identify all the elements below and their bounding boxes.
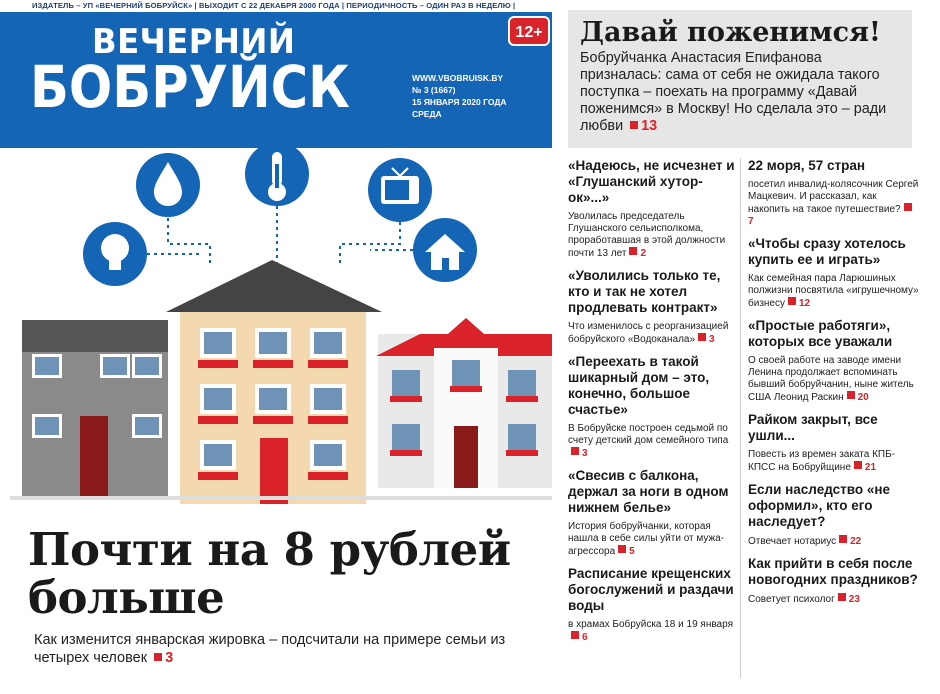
- teaser-page-ref[interactable]: 6: [582, 632, 588, 643]
- teaser-title: «Чтобы сразу хотелось купить ее и играть»: [748, 236, 906, 267]
- teaser-item[interactable]: [568, 158, 736, 260]
- teaser-page-ref[interactable]: 7: [748, 216, 754, 227]
- gray-house: [22, 320, 168, 496]
- teaser-text: посетил инвалид-колясочник Сергей Мацкевич. И рассказал, как накопить на такое путешествие?7: [748, 179, 919, 227]
- age-rating-badge: 12+: [508, 16, 550, 46]
- teaser-column-left: [568, 158, 736, 652]
- page-marker-icon: [847, 391, 855, 399]
- lead-page-ref[interactable]: 13: [641, 118, 658, 134]
- page-marker-icon: [788, 297, 796, 305]
- page-marker-icon: [698, 333, 706, 341]
- issue-number: № 3 (1667): [412, 85, 456, 95]
- page-marker-icon: [854, 461, 862, 469]
- teaser-item[interactable]: [748, 318, 920, 404]
- teaser-page-ref[interactable]: 22: [850, 536, 862, 547]
- tall-house: [166, 260, 382, 504]
- teaser-title: «Надеюсь, не исчезнет и «Глушанский хутор-ок»...»: [568, 158, 735, 205]
- teaser-title: «Уволились только те, кто и так не хотел продлевать контракт»: [568, 268, 721, 315]
- masthead: [0, 12, 552, 148]
- teaser-title: «Переехать в такой шикарный дом – это, конечно, большое счастье»: [568, 354, 710, 417]
- page-marker-icon: [571, 447, 579, 455]
- teaser-column-right: [748, 158, 920, 614]
- teaser-page-ref[interactable]: 2: [640, 248, 647, 259]
- main-headline[interactable]: Почти на 8 рублей больше: [28, 523, 511, 624]
- issue-info: [412, 72, 507, 120]
- page-marker-icon: [838, 593, 846, 601]
- lead-story-text: [580, 50, 900, 135]
- teaser-page-ref[interactable]: 21: [864, 462, 877, 473]
- page-marker-icon: [154, 653, 162, 661]
- issue-weekday: СРЕДА: [412, 109, 442, 119]
- teaser-page-ref[interactable]: 20: [857, 392, 869, 403]
- teaser-text: Советует психолог 23: [748, 594, 860, 605]
- teaser-text: История бобруйчанки, которая нашла в себе силы уйти от мужа-агрессора 5: [568, 521, 725, 557]
- lead-story-body: Бобруйчанка Анастасия Епифанова призналась: сама от себя не ожидала такого поступка – поехать на программу «Давай поженимся» в Москву! Но сделала это – ради любви: [580, 50, 887, 134]
- masthead-title-line1: ВЕЧЕРНИЙ: [92, 22, 296, 62]
- teaser-text: Повесть из времен заката КПБ-КПСС на Бобруйщине 21: [748, 449, 895, 473]
- teaser-title: Расписание крещенских богослужений и раздачи воды: [568, 566, 734, 613]
- main-subline-text: Как изменится январская жировка – подсчитали на примере семьи из четырех человек: [34, 632, 506, 666]
- teaser-item[interactable]: [748, 158, 920, 228]
- teaser-text: в храмах Бобруйска 18 и 19 января6: [568, 619, 733, 643]
- page-marker-icon: [904, 203, 912, 211]
- site-url[interactable]: WWW.VBOBRUISK.BY: [412, 73, 504, 83]
- teaser-page-ref[interactable]: 23: [848, 594, 860, 605]
- teaser-item[interactable]: [748, 412, 920, 474]
- teaser-item[interactable]: [568, 354, 736, 460]
- teaser-title: 22 моря, 57 стран: [748, 158, 866, 173]
- white-house: [376, 318, 552, 488]
- main-page-ref[interactable]: 3: [165, 650, 174, 666]
- teaser-text: Как семейная пара Ларюшиных полжизни посвятила «игрушечному» бизнесу 12: [748, 273, 919, 309]
- lead-story-box[interactable]: [568, 10, 912, 148]
- teaser-item[interactable]: [568, 566, 736, 644]
- teaser-title: Как прийти в себя после новогодних праздников?: [748, 556, 918, 587]
- teaser-item[interactable]: [748, 236, 920, 310]
- house-icon: [413, 218, 477, 282]
- teaser-text: Что изменилось с реорганизацией бобруйского «Водоканала» 3: [568, 321, 729, 345]
- teaser-text: Уволилась председатель Глушанского сельисполкома, проработавшая в этой должности почти 13 лет 2: [568, 211, 726, 259]
- publisher-strip: ИЗДАТЕЛЬ – УП «ВЕЧЕРНИЙ БОБРУЙСК» | ВЫХОДИТ С 22 ДЕКАБРЯ 2000 ГОДА | ПЕРИОДИЧНОСТЬ – ОДИН РАЗ В НЕДЕЛЮ |: [0, 0, 552, 12]
- light-bulb-icon: [83, 222, 147, 286]
- thermometer-icon: [245, 148, 309, 206]
- teaser-page-ref[interactable]: 3: [709, 334, 715, 345]
- teaser-item[interactable]: [748, 556, 920, 606]
- teaser-item[interactable]: [568, 468, 736, 558]
- teaser-title: Если наследство «не оформил», кто его наследует?: [748, 482, 891, 529]
- teaser-item[interactable]: [568, 268, 736, 346]
- page-marker-icon: [571, 631, 579, 639]
- teaser-text: В Бобруйске построен седьмой по счету детский дом семейного типа3: [568, 423, 729, 459]
- lead-story-title: Давай поженимся!: [580, 17, 881, 48]
- main-subline: [34, 631, 554, 667]
- page-marker-icon: [839, 535, 847, 543]
- teaser-item[interactable]: [748, 482, 920, 548]
- water-drop-icon: [136, 153, 200, 217]
- teaser-text: Отвечает нотариус 22: [748, 536, 862, 547]
- teaser-page-ref[interactable]: 3: [582, 448, 588, 459]
- teaser-title: «Простые работяги», которых все уважали: [748, 318, 893, 349]
- masthead-title-line2: БОБРУЙСК: [30, 53, 350, 121]
- teaser-page-ref[interactable]: 12: [798, 298, 811, 309]
- page-marker-icon: [618, 545, 626, 553]
- tv-icon: [368, 158, 432, 222]
- issue-date: 15 ЯНВАРЯ 2020 ГОДА: [412, 97, 507, 107]
- teaser-title: «Свесив с балкона, держал за ноги в одном нижнем белье»: [568, 468, 729, 515]
- teaser-title: Райком закрыт, все ушли...: [748, 412, 878, 443]
- column-divider: [740, 158, 741, 678]
- teaser-page-ref[interactable]: 5: [629, 546, 635, 557]
- teaser-text: О своей работе на заводе имени Ленина продолжает вспоминать бывший бобруйчанин, ныне житель США Леонид Раскин 20: [748, 355, 914, 403]
- page-marker-icon: [630, 121, 638, 129]
- page-marker-icon: [629, 247, 637, 255]
- houses-illustration: [0, 148, 552, 530]
